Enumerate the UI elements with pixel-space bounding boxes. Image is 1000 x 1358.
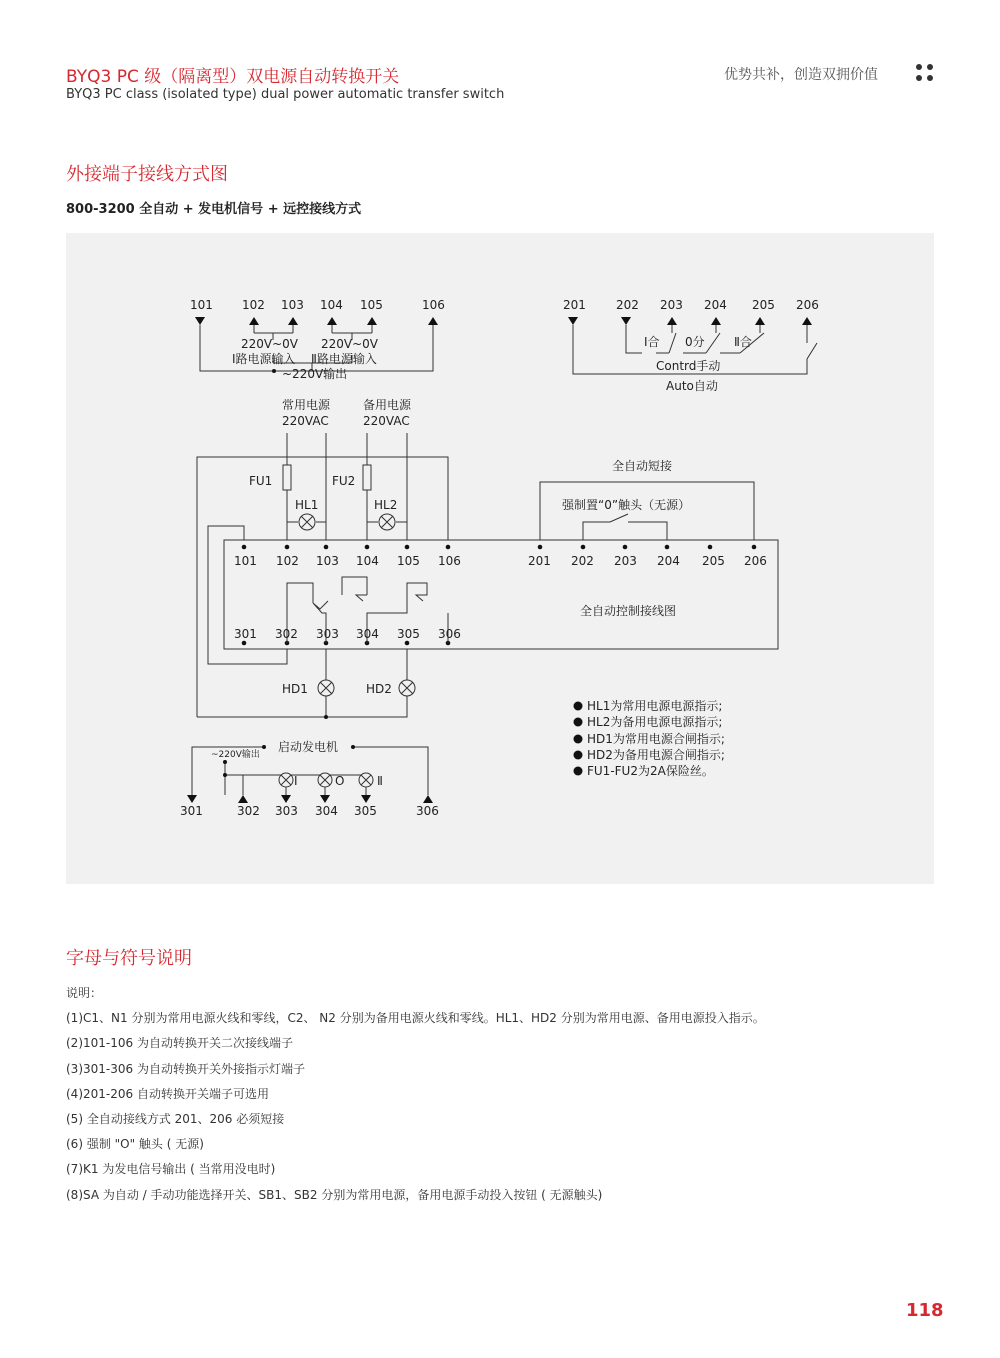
terminal-label: 303 <box>316 627 339 641</box>
legend-item: HL2为备用电源电源指示; <box>587 715 723 729</box>
full-auto-short-label: 全自动短接 <box>612 459 673 473</box>
terminal-label: 302 <box>275 627 298 641</box>
terminal-label: 105 <box>360 298 383 312</box>
fuse-label: FU2 <box>332 474 356 488</box>
force-zero-label: 强制置“0”触头（无源） <box>562 498 691 512</box>
terminal-label: 301 <box>180 804 203 818</box>
legend-item: HD1为常用电源合闸指示; <box>587 732 725 746</box>
close-II-label: Ⅱ合 <box>734 335 752 349</box>
lamp-label: HL1 <box>295 498 319 512</box>
terminal-label: 101 <box>190 298 213 312</box>
terminal-label: 102 <box>276 554 299 568</box>
backup-voltage-label: 220VAC <box>363 414 410 428</box>
start-generator-label: 启动发电机 <box>278 740 339 754</box>
section-subtitle: 800-3200 全自动 + 发电机信号 + 远控接线方式 <box>66 202 362 217</box>
terminal-label: 201 <box>563 298 586 312</box>
down-arrow-icon <box>361 795 371 803</box>
input-label-I: Ⅰ路电源输入 <box>232 352 296 366</box>
terminal-label: 205 <box>752 298 775 312</box>
terminal-label: 204 <box>657 554 680 568</box>
notes-list <box>66 984 765 1211</box>
voltage-label: 220V~0V <box>241 337 299 351</box>
symbol-O: O <box>335 774 345 788</box>
box-row1-labels <box>234 554 767 568</box>
terminal-label: 106 <box>438 554 461 568</box>
section-title-symbols: 字母与符号说明 <box>66 948 192 969</box>
top-left-terminal-group <box>190 298 445 381</box>
terminal-label: 202 <box>571 554 594 568</box>
note-heading: 说明： <box>66 986 103 1000</box>
terminal-label: 205 <box>702 554 725 568</box>
note-item: (5) 全自动接线方式 201、206 必须短接 <box>66 1111 285 1126</box>
four-dots-logo-icon <box>916 64 934 82</box>
note-item: (8)SA 为自动 / 手动功能选择开关、SB1、SB2 分别为常用电源，备用电源手动投入按钮 ( 无源触头) <box>66 1187 603 1202</box>
up-arrow-icon <box>428 317 438 325</box>
down-arrow-icon <box>195 317 205 325</box>
down-arrow-icon <box>568 317 578 325</box>
bullet-icon <box>574 767 583 776</box>
terminal-label: 201 <box>528 554 551 568</box>
symbol-I: Ⅰ <box>294 774 298 788</box>
up-arrow-icon <box>711 317 721 325</box>
wiring-diagram <box>66 233 934 884</box>
bullet-icon <box>574 718 583 727</box>
slogan: 优势共补，创造双拥价值 <box>724 67 878 83</box>
lamp-label: HD2 <box>366 682 392 696</box>
up-arrow-icon <box>802 317 812 325</box>
close-I-label: Ⅰ合 <box>644 335 660 349</box>
terminal-label: 302 <box>237 804 260 818</box>
control-manual-label: Contrd手动 <box>656 359 721 373</box>
terminal-label: 305 <box>397 627 420 641</box>
terminal-label: 104 <box>356 554 379 568</box>
terminal-label: 106 <box>422 298 445 312</box>
common-power-label: 常用电源 <box>282 398 331 412</box>
up-arrow-icon <box>249 317 259 325</box>
terminal-label: 306 <box>416 804 439 818</box>
control-wiring-label: 全自动控制接线图 <box>580 604 677 618</box>
backup-power-label: 备用电源 <box>363 398 412 412</box>
terminal-label: 103 <box>316 554 339 568</box>
up-arrow-icon <box>288 317 298 325</box>
up-arrow-icon <box>423 795 433 803</box>
terminal-label: 104 <box>320 298 343 312</box>
lamp-label: HD1 <box>282 682 308 696</box>
legend-item: HD2为备用电源合闸指示; <box>587 748 725 762</box>
legend <box>574 698 725 778</box>
legend-item: FU1-FU2为2A保险丝。 <box>587 764 714 778</box>
input-label-II: Ⅱ路电源输入 <box>311 352 377 366</box>
section-title-terminal-wiring: 外接端子接线方式图 <box>66 164 228 185</box>
page-title-cn: BYQ3 PC 级（隔离型）双电源自动转换开关 <box>66 67 400 87</box>
note-item: (1)C1、N1 分别为常用电源火线和零线，C2、 N2 分别为备用电源火线和零线。HL1、HD2 分别为常用电源、备用电源投入指示。 <box>66 1011 765 1026</box>
page-number: 118 <box>906 1300 944 1321</box>
down-arrow-icon <box>320 795 330 803</box>
up-arrow-icon <box>327 317 337 325</box>
terminal-label: 206 <box>744 554 767 568</box>
terminal-label: 206 <box>796 298 819 312</box>
note-item: (7)K1 为发电信号输出 ( 当常用没电时) <box>66 1162 276 1177</box>
note-item: (4)201-206 自动转换开关端子可选用 <box>66 1086 269 1101</box>
voltage-label: 220V~0V <box>321 337 379 351</box>
terminal-label: 203 <box>660 298 683 312</box>
down-arrow-icon <box>281 795 291 803</box>
up-arrow-icon <box>367 317 377 325</box>
note-item: (3)301-306 为自动转换开关外接指示灯端子 <box>66 1061 305 1076</box>
top-right-terminal-group <box>563 298 819 393</box>
up-arrow-icon <box>667 317 677 325</box>
terminal-label: 301 <box>234 627 257 641</box>
terminal-label: 204 <box>704 298 727 312</box>
box-row2-labels <box>234 627 461 641</box>
fuse-icon <box>363 465 371 490</box>
fuse-icon <box>283 465 291 490</box>
terminal-label: 304 <box>315 804 338 818</box>
output-label-small: ~220V输出 <box>211 750 260 760</box>
down-arrow-icon <box>621 317 631 325</box>
terminal-label: 101 <box>234 554 257 568</box>
wiring-diagram-panel <box>66 233 934 884</box>
terminal-label: 202 <box>616 298 639 312</box>
fuse-label: FU1 <box>249 474 273 488</box>
terminal-label: 103 <box>281 298 304 312</box>
terminal-label: 105 <box>397 554 420 568</box>
terminal-label: 203 <box>614 554 637 568</box>
terminal-label: 304 <box>356 627 379 641</box>
up-arrow-icon <box>238 795 248 803</box>
bullet-icon <box>574 751 583 760</box>
auto-label: Auto自动 <box>666 379 718 393</box>
bullet-icon <box>574 735 583 744</box>
zero-label: 0分 <box>685 335 705 349</box>
bottom-terminal-labels <box>180 804 439 818</box>
lamp-label: HL2 <box>374 498 398 512</box>
bullet-icon <box>574 702 583 711</box>
legend-item: HL1为常用电源电源指示; <box>587 699 723 713</box>
terminal-label: 102 <box>242 298 265 312</box>
output-label: ~220V输出 <box>282 367 348 381</box>
note-item: (2)101-106 为自动转换开关二次接线端子 <box>66 1036 293 1051</box>
note-item: (6) 强制 "O" 触头 ( 无源) <box>66 1137 204 1152</box>
terminal-box <box>224 540 778 649</box>
down-arrow-icon <box>187 795 197 803</box>
page-title-en: BYQ3 PC class (isolated type) dual power automatic transfer switch <box>66 87 505 102</box>
up-arrow-icon <box>755 317 765 325</box>
symbol-II: Ⅱ <box>377 774 383 788</box>
terminal-label: 305 <box>354 804 377 818</box>
terminal-label: 303 <box>275 804 298 818</box>
terminal-label: 306 <box>438 627 461 641</box>
common-voltage-label: 220VAC <box>282 414 329 428</box>
